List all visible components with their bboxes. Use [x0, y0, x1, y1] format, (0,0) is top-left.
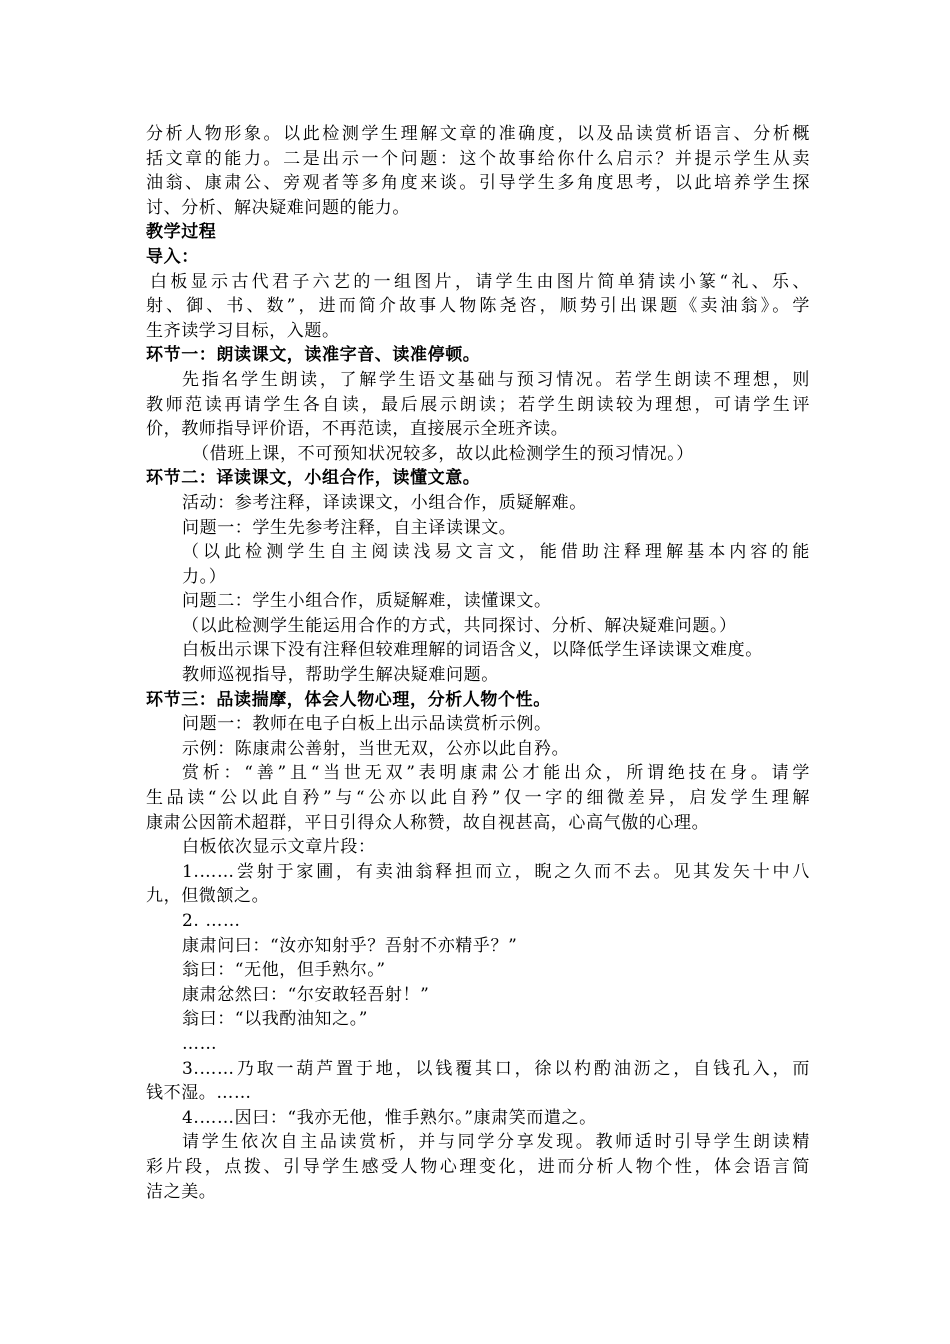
text-line: 力。） — [182, 566, 227, 587]
text-line: 生品读“公以此自矜”与“公亦以此自矜”仅一字的细微差异，启发学生理解 — [146, 788, 810, 809]
text-line: 射、御、书、数”，进而简介故事人物陈尧咨，顺势引出课题《卖油翁》。学 — [146, 296, 810, 317]
document-page — [146, 122, 810, 1204]
text-line: 油翁、康肃公、旁观者等多角度来谈。引导学生多角度思考，以此培养学生探 — [146, 173, 810, 194]
text-line: 白板依次显示文章片段： — [182, 837, 376, 858]
text-line: 讨、分析、解决疑难问题的能力。 — [146, 197, 410, 218]
text-line: 先指名学生朗读，了解学生语文基础与预习情况。若学生朗读不理想，则 — [182, 369, 810, 390]
text-line: 白板显示古代君子六艺的一组图片，请学生由图片简单猜读小篆“礼、乐、 — [150, 271, 810, 292]
text-line: 康肃忿然曰：“尔安敢轻吾射！” — [182, 984, 430, 1005]
text-line: 翁曰：“无他，但手熟尔。” — [182, 960, 386, 981]
section-heading: 环节三：品读揣摩，体会人物心理，分析人物个性。 — [146, 689, 551, 710]
text-line: 九，但微颔之。 — [146, 886, 270, 907]
text-line: 1.……尝射于家圃，有卖油翁释担而立，睨之久而不去。见其发矢十中八 — [182, 861, 810, 882]
text-line: 问题二：学生小组合作，质疑解难，读懂课文。 — [182, 591, 552, 612]
text-line: （以此检测学生能运用合作的方式，共同探讨、分析、解决疑难问题。） — [182, 615, 737, 636]
text-line: …… — [182, 1033, 218, 1054]
text-line: 白板出示课下没有注释但较难理解的词语含义，以降低学生译读课文难度。 — [182, 640, 763, 661]
text-line: 分析人物形象。以此检测学生理解文章的准确度，以及品读赏析语言、分析概 — [146, 124, 810, 144]
text-line: 3.……乃取一葫芦置于地，以钱覆其口，徐以杓酌油沥之，自钱孔入，而 — [182, 1058, 810, 1079]
text-line: 2. …… — [182, 911, 241, 931]
text-line: 彩片段，点拨、引导学生感受人物心理变化，进而分析人物个性，体会语言简 — [146, 1156, 810, 1177]
text-line: 康肃问曰：“汝亦知射乎？吾射不亦精乎？” — [182, 935, 518, 956]
text-line: 洁之美。 — [146, 1181, 217, 1202]
text-line: 示例：陈康肃公善射，当世无双，公亦以此自矜。 — [182, 738, 570, 759]
text-line: 钱不湿。…… — [146, 1083, 252, 1104]
text-line: （借班上课，不可预知状况较多，故以此检测学生的预习情况。） — [192, 443, 694, 464]
text-line: 价，教师指导评价语，不再范读，直接展示全班齐读。 — [146, 419, 569, 440]
text-line: 活动：参考注释，译读课文，小组合作，质疑解难。 — [182, 492, 587, 513]
section-heading: 环节二：译读课文，小组合作，读懂文意。 — [146, 468, 481, 489]
text-line: 教师范读再请学生各自读，最后展示朗读；若学生朗读较为理想，可请学生评 — [146, 394, 810, 415]
text-line: 教师巡视指导，帮助学生解决疑难问题。 — [182, 665, 499, 686]
text-line: 康肃公因箭术超群，平日引得众人称赞，故自视甚高，心高气傲的心理。 — [146, 812, 710, 833]
section-heading: 环节一：朗读课文，读准字音、读准停顿。 — [146, 345, 481, 366]
text-line: （以此检测学生自主阅读浅易文言文，能借助注释理解基本内容的能 — [182, 542, 810, 563]
text-line: 翁曰：“以我酌油知之。” — [182, 1009, 369, 1030]
section-heading: 教学过程 — [146, 222, 217, 243]
text-line: 生齐读学习目标，入题。 — [146, 320, 340, 341]
section-heading: 导入： — [146, 246, 199, 267]
text-line: 括文章的能力。二是出示一个问题：这个故事给你什么启示？并提示学生从卖 — [146, 148, 810, 169]
text-line: 问题一：教师在电子白板上出示品读赏析示例。 — [182, 714, 552, 735]
text-line: 4.……因曰：“我亦无他，惟手熟尔。”康肃笑而遣之。 — [182, 1107, 597, 1128]
text-line: 问题一：学生先参考注释，自主译读课文。 — [182, 517, 517, 538]
text-line: 请学生依次自主品读赏析，并与同学分享发现。教师适时引导学生朗读精 — [182, 1132, 810, 1153]
text-line: 赏析：“善”且“当世无双”表明康肃公才能出众，所谓绝技在身。请学 — [182, 763, 810, 784]
